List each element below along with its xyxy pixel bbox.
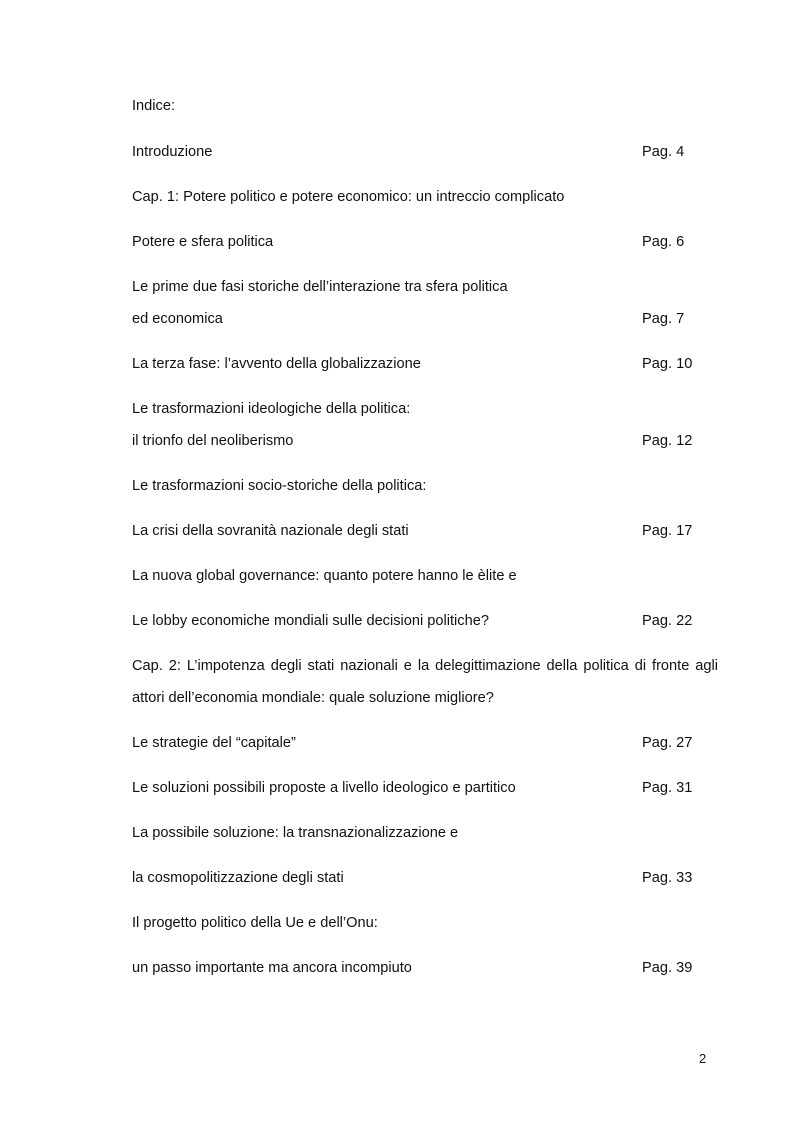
toc-entry-text: Il progetto politico della Ue e dell’Onu: xyxy=(132,915,378,931)
toc-entry-text: Le strategie del “capitale” xyxy=(132,735,296,751)
toc-entry-text: La possibile soluzione: la transnazionalizzazione e xyxy=(132,825,459,841)
toc-entry-text: il trionfo del neoliberismo xyxy=(132,433,294,449)
toc-entry-text: Le trasformazioni socio-storiche della politica: xyxy=(132,478,427,494)
toc-entry-page: Pag. 27 xyxy=(642,735,693,751)
toc-entry-text: La nuova global governance: quanto potere hanno le èlite e xyxy=(132,568,517,584)
toc-entry-page: Pag. 6 xyxy=(642,234,685,250)
toc-chapter-text: Cap. 2: L’impotenza degli stati nazionali e la delegittimazione della politica di fronte agli attori dell’economia mondiale: quale soluzione migliore? xyxy=(132,658,718,706)
toc-entry-text: La terza fase: l’avvento della globalizzazione xyxy=(132,356,421,372)
toc-entry-text: ed economica xyxy=(132,311,223,327)
toc-entry-text: la cosmopolitizzazione degli stati xyxy=(132,870,344,886)
toc-entry-text: La crisi della sovranità nazionale degli stati xyxy=(132,523,409,539)
toc-entry-page: Pag. 17 xyxy=(642,523,693,539)
toc-entry-text: Le lobby economiche mondiali sulle decisioni politiche? xyxy=(132,613,489,629)
toc-chapter-text: Cap. 1: Potere politico e potere economico: un intreccio complicato xyxy=(132,189,565,205)
toc-entry-text: Le prime due fasi storiche dell’interazione tra sfera politica xyxy=(132,279,508,295)
toc-entry-page: Pag. 22 xyxy=(642,613,693,629)
toc-entry-page: Pag. 4 xyxy=(642,144,685,160)
toc-entry-text: Le soluzioni possibili proposte a livello ideologico e partitico xyxy=(132,780,516,796)
toc-entry-text: Potere e sfera politica xyxy=(132,234,274,250)
toc-entry-page: Pag. 12 xyxy=(642,433,693,449)
toc-entry-text: un passo importante ma ancora incompiuto xyxy=(132,960,412,976)
toc-entry-page: Pag. 31 xyxy=(642,780,693,796)
toc-entry-page: Pag. 33 xyxy=(642,870,693,886)
toc-heading: Indice: xyxy=(132,98,175,114)
toc-entry-page: Pag. 7 xyxy=(642,311,685,327)
page-number: 2 xyxy=(699,1051,707,1066)
toc-entry-text: Le trasformazioni ideologiche della politica: xyxy=(132,401,411,417)
toc-entry-text: Introduzione xyxy=(132,144,213,160)
toc-entry-page: Pag. 39 xyxy=(642,960,693,976)
toc-entry-page: Pag. 10 xyxy=(642,356,693,372)
